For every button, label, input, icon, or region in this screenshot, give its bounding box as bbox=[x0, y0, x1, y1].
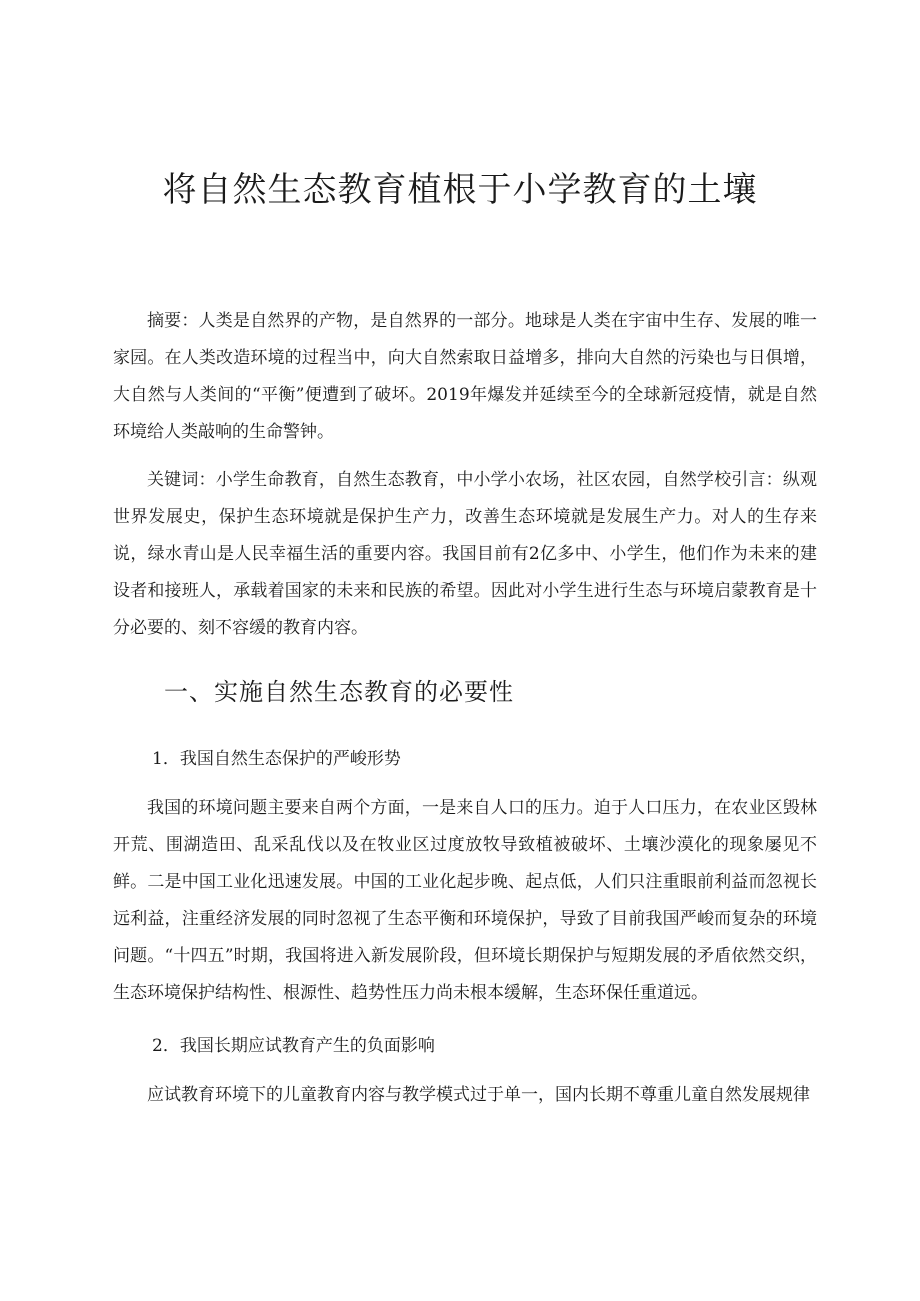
document-title: 将自然生态教育植根于小学教育的土壤 bbox=[162, 170, 758, 210]
subsection-1-heading: 1．我国自然生态保护的严峻形势 bbox=[152, 749, 401, 769]
subsection-2-heading: 2．我国长期应试教育产生的负面影响 bbox=[152, 1036, 435, 1056]
abstract-paragraph: 摘要：人类是自然界的产物，是自然界的一部分。地球是人类在宇宙中生存、发展的唯一家园。在人类改造环境的过程当中，向大自然索取日益增多，排向大自然的污染也与日俱增，大自然与人类间的“平衡”便遭到了破坏。2019年爆发并延续至今的全球新冠疫情，就是自然环境给人类敲响的生命警钟。 bbox=[113, 311, 817, 442]
keywords-introduction-paragraph: 关键词：小学生命教育，自然生态教育，中小学小农场，社区农园，自然学校引言：纵观世界发展史，保护生态环境就是保护生产力，改善生态环境就是发展生产力。对人的生存来说，绿水青山是人民幸福生活的重要内容。我国目前有2亿多中、小学生，他们作为未来的建设者和接班人，承载着国家的未来和民族的希望。因此对小学生进行生态与环境启蒙教育是十分必要的、刻不容缓的教育内容。 bbox=[113, 470, 817, 638]
subsection-1-paragraph: 我国的环境问题主要来自两个方面，一是来自人口的压力。迫于人口压力，在农业区毁林开荒、围湖造田、乱采乱伐以及在牧业区过度放牧导致植被破坏、土壤沙漠化的现象屡见不鲜。二是中国工业化迅速发展。中国的工业化起步晚、起点低，人们只注重眼前利益而忽视长远利益，注重经济发展的同时忽视了生态平衡和环境保护，导致了目前我国严峻而复杂的环境问题。“十四五”时期，我国将进入新发展阶段，但环境长期保护与短期发展的矛盾依然交织，生态环境保护结构性、根源性、趋势性压力尚未根本缓解，生态环保任重道远。 bbox=[113, 798, 817, 1003]
section-1-heading: 一、实施自然生态教育的必要性 bbox=[164, 678, 514, 706]
subsection-2-paragraph: 应试教育环境下的儿童教育内容与教学模式过于单一，国内长期不尊重儿童自然发展规律 bbox=[147, 1085, 810, 1105]
